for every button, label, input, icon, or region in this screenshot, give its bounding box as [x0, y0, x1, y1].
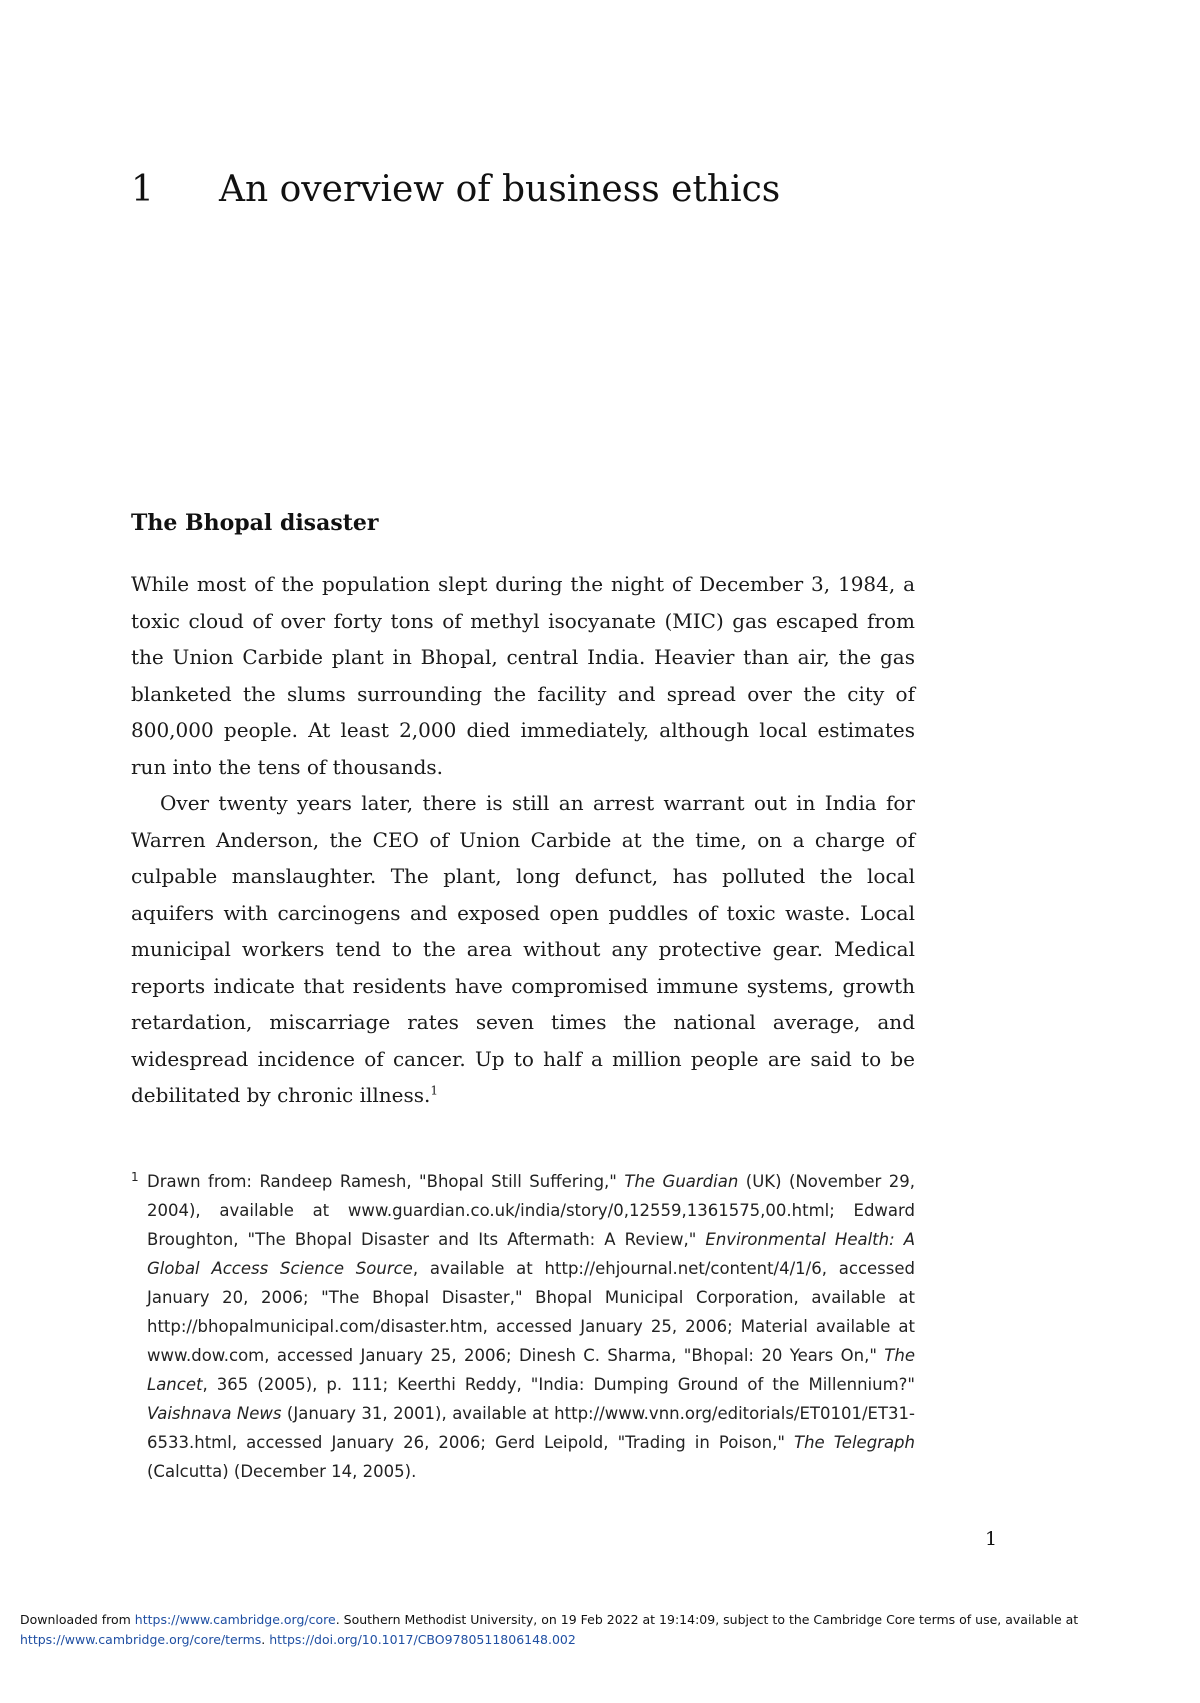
paragraph-2-text: Over twenty years later, there is still an arrest warrant out in India for Warren Anderson, the CEO of Union Carbide at the time, on a charge of culpable manslaughter. The plant, long defunct, has polluted the local aquifers with carcinogens and exposed open puddles of toxic waste. Local municipal workers tend to the area without any protective gear. Medical reports indicate that residents have compromised immune systems, growth retardation, miscarriage rates seven times the national average, and widespread incidence of cancer. Up to half a million people are said to be debilitated by chronic illness. — [131, 791, 915, 1107]
chapter-title: An overview of business ethics — [219, 169, 781, 210]
footnote-part: , 365 (2005), p. 111; Keerthi Reddy, "India: Dumping Ground of the Millennium?" — [202, 1375, 915, 1394]
footnote-part: (UK) (November 29, 2004), available at www.guardian.co.uk/india/story/0,12559,1361575,00.html; Edward Broughton, "The Bhopal Disaster and Its Aftermath: A Review," — [147, 1172, 915, 1249]
footnote-source-title: Vaishnava News — [147, 1404, 282, 1423]
footnote-source-title: The Lancet — [147, 1346, 915, 1394]
footnote — [131, 1167, 915, 1486]
section-title: The Bhopal disaster — [131, 510, 379, 536]
page-number: 1 — [985, 1528, 998, 1550]
paragraph-1: While most of the population slept during the night of December 3, 1984, a toxic cloud of over forty tons of methyl isocyanate (MIC) gas escaped from the Union Carbide plant in Bhopal, central India. Heavier than air, the gas blanketed the slums surrounding the facility and spread over the city of 800,000 people. At least 2,000 died immediately, although local estimates run into the tens of thousands. — [131, 572, 915, 779]
doi-link[interactable]: https://doi.org/10.1017/CBO9780511806148.002 — [269, 1632, 576, 1647]
footnote-part: (Calcutta) (December 14, 2005). — [147, 1462, 417, 1481]
footnote-source-title: Environmental Health: A Global Access Science Source — [147, 1230, 916, 1278]
footnote-reference[interactable]: 1 — [430, 1083, 439, 1098]
footnote-text — [147, 1167, 915, 1486]
footnote-marker: 1 — [131, 1170, 139, 1184]
terms-link[interactable]: https://www.cambridge.org/core/terms — [20, 1632, 262, 1647]
footnote-source-title: The Telegraph — [794, 1433, 915, 1452]
download-notice-prefix: Downloaded from — [20, 1612, 135, 1627]
cambridge-core-link[interactable]: https://www.cambridge.org/core — [134, 1612, 336, 1627]
paragraph-2 — [131, 785, 915, 1114]
footnote-source-title: The Guardian — [624, 1172, 739, 1191]
footnote-part: Drawn from: Randeep Ramesh, "Bhopal Still Suffering," — [147, 1172, 625, 1191]
chapter-heading — [131, 168, 780, 212]
download-notice — [20, 1610, 1185, 1650]
footnote-part: (January 31, 2001), available at http://www.vnn.org/editorials/ET0101/ET31-6533.html, accessed January 26, 2006; Gerd Leipold, "Trading in Poison," — [147, 1404, 915, 1452]
download-notice-text: . Southern Methodist University, on 19 Feb 2022 at 19:14:09, subject to the Cambridge Core terms of use, available at — [335, 1612, 1079, 1627]
download-notice-separator: . — [261, 1632, 270, 1647]
body-text — [131, 566, 915, 1114]
chapter-number: 1 — [131, 169, 154, 210]
footnote-part: , available at http://ehjournal.net/content/4/1/6, accessed January 20, 2006; "The Bhopal Disaster," Bhopal Municipal Corporation, available at http://bhopalmunicipal.com/disaster.htm, accessed January 25, 2006; Material available at www.dow.com, accessed January 25, 2006; Dinesh C. Sharma, "Bhopal: 20 Years On," — [147, 1259, 915, 1365]
